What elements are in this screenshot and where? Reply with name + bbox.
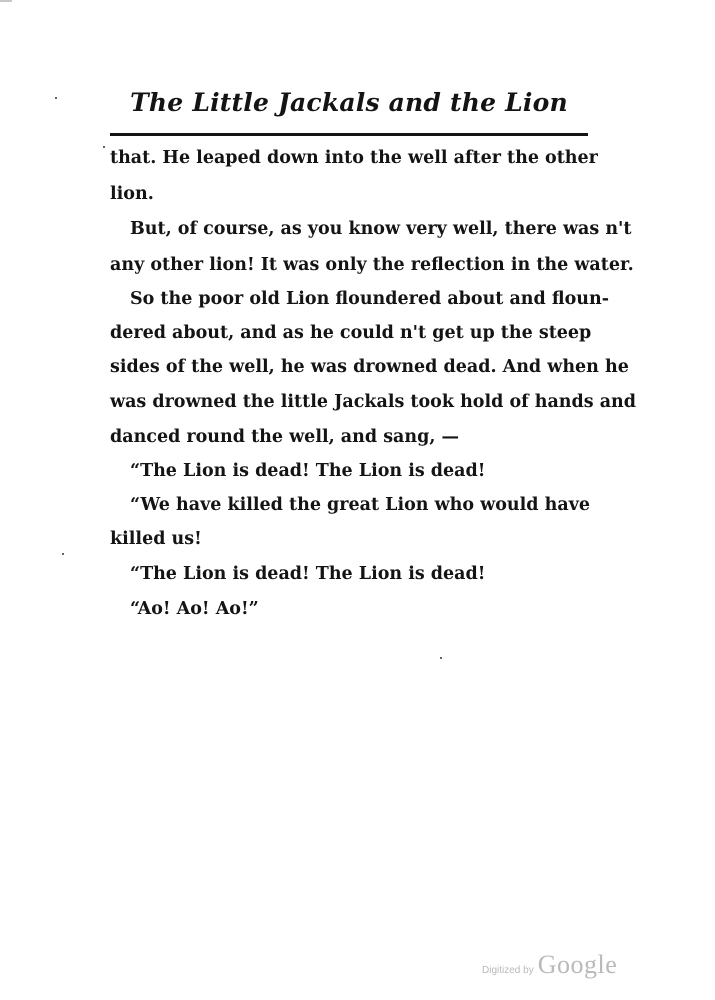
text-line-12: killed us! [110, 529, 202, 549]
scan-speck [62, 553, 64, 555]
text-line-13: “The Lion is dead! The Lion is dead! [130, 564, 486, 584]
header-rule [110, 133, 588, 136]
running-head-title: The Little Jackals and the Lion [130, 88, 568, 117]
digitized-watermark [482, 950, 617, 980]
text-line-8: was drowned the little Jackals took hold of hands and [110, 392, 637, 412]
text-line-14: “Ao! Ao! Ao!” [130, 599, 259, 619]
text-line-1: that. He leaped down into the well after the other [110, 148, 598, 168]
text-line-5: So the poor old Lion floundered about and floun- [130, 289, 609, 309]
text-line-4: any other lion! It was only the reflection in the water. [110, 255, 634, 275]
watermark-prefix: Digitized by [482, 965, 534, 976]
scan-speck [103, 146, 105, 148]
text-line-6: dered about, and as he could n't get up the steep [110, 323, 592, 343]
scan-corner-mark [0, 0, 12, 2]
text-line-11: “We have killed the great Lion who would have [130, 495, 590, 515]
text-line-7: sides of the well, he was drowned dead. And when he [110, 357, 629, 377]
text-line-10: “The Lion is dead! The Lion is dead! [130, 461, 486, 481]
text-line-2: lion. [110, 184, 154, 204]
google-logo-text: Google [537, 950, 618, 979]
scan-speck [440, 657, 442, 659]
text-line-9: danced round the well, and sang, — [110, 427, 460, 447]
text-line-3: But, of course, as you know very well, there was n't [130, 219, 632, 239]
scan-speck [55, 97, 57, 99]
